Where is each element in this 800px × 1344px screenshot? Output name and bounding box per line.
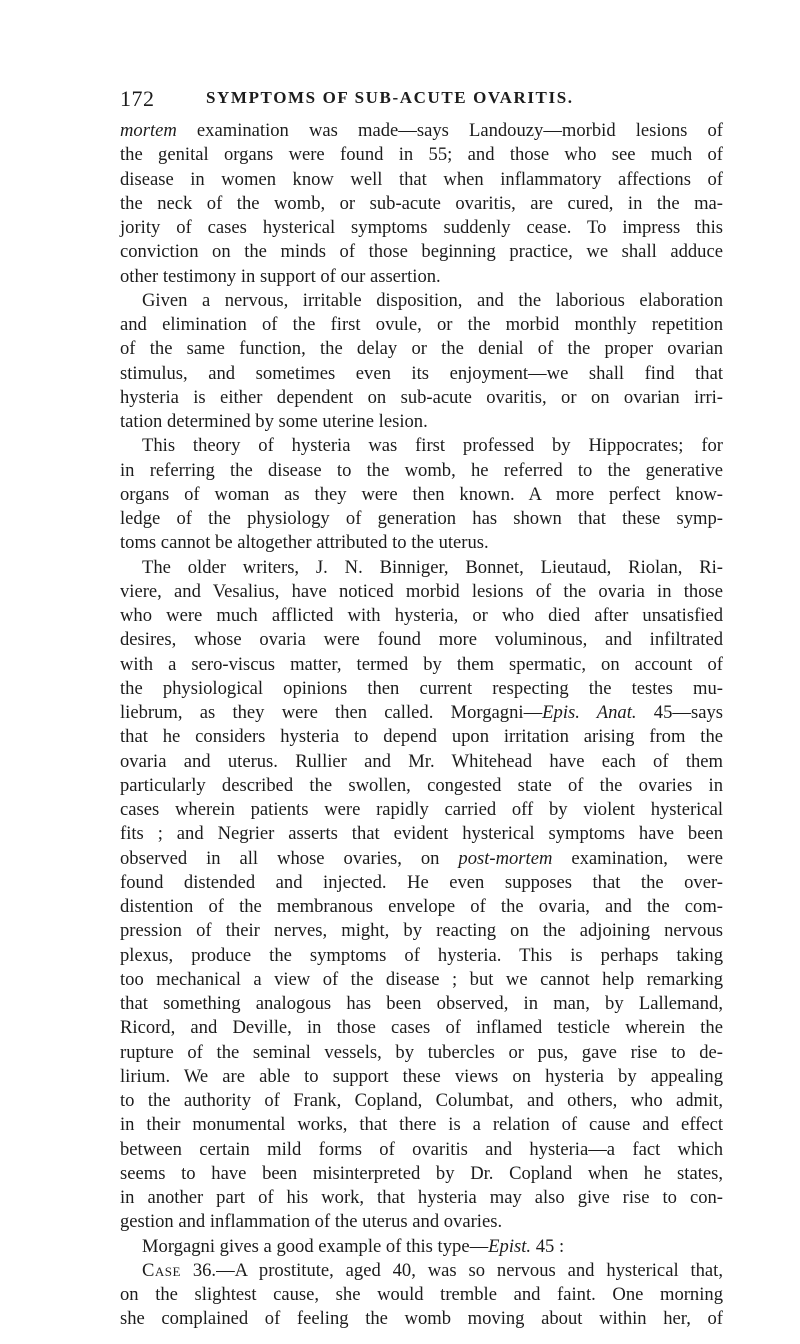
text-line: that he considers hysteria to depend upon irritation arising from the	[120, 726, 723, 748]
text-line: other testimony in support of our assertion.	[120, 265, 441, 287]
text-line: the genital organs were found in 55; and those who see much of	[120, 144, 723, 166]
text-line: desires, whose ovaria were found more voluminous, and infiltrated	[120, 629, 723, 651]
text-line: seems to have been misinterpreted by Dr. Copland when he states,	[120, 1162, 723, 1184]
text-line: mortem examination was made—says Landouzy—morbid lesions of	[120, 120, 723, 141]
text-line: disease in women know well that when inflammatory affections of	[120, 168, 723, 190]
body-text	[120, 119, 723, 1332]
text-line: Morgagni gives a good example of this type—Epist. 45 :	[142, 1235, 565, 1257]
text-line: fits ; and Negrier asserts that evident hysterical symptoms have been	[120, 823, 723, 845]
text-line: conviction on the minds of those beginning practice, we shall adduce	[120, 241, 723, 263]
text-line: rupture of the seminal vessels, by tubercles or pus, gave rise to de-	[120, 1041, 723, 1063]
text-line: and elimination of the first ovule, or the morbid monthly repetition	[120, 314, 723, 335]
text-line: in their monumental works, that there is a relation of cause and effect	[120, 1114, 723, 1136]
text-line: hysteria is either dependent on sub-acute ovaritis, or on ovarian irri-	[120, 386, 723, 408]
text-line: ledge of the physiology of generation has shown that these symp-	[120, 508, 723, 529]
text-line: Ricord, and Deville, in those cases of inflamed testicle wherein the	[120, 1017, 723, 1039]
text-line: plexus, produce the symptoms of hysteria. This is perhaps taking	[120, 944, 723, 966]
text-line: in another part of his work, that hysteria may also give rise to con-	[120, 1187, 723, 1208]
text-line: who were much afflicted with hysteria, or who died after unsatisfied	[120, 605, 723, 626]
text-line: jority of cases hysterical symptoms suddenly cease. To impress this	[120, 217, 723, 238]
text-line: liebrum, as they were then called. Morgagni—Epis. Anat. 45—says	[120, 702, 723, 723]
text-line: the neck of the womb, or sub-acute ovaritis, are cured, in the ma-	[120, 192, 723, 214]
text-line: found distended and injected. He even supposes that the over-	[120, 871, 723, 893]
text-line: viere, and Vesalius, have noticed morbid lesions of the ovaria in those	[120, 580, 723, 602]
text-line: The older writers, J. N. Binniger, Bonnet, Lieutaud, Riolan, Ri-	[142, 556, 723, 578]
text-line: Given a nervous, irritable disposition, and the laborious elaboration	[142, 289, 723, 311]
text-line: to the authority of Frank, Copland, Columbat, and others, who admit,	[120, 1090, 723, 1111]
text-line: ovaria and uterus. Rullier and Mr. Whitehead have each of them	[120, 750, 723, 772]
text-line: that something analogous has been observed, in man, by Lallemand,	[120, 993, 723, 1014]
text-line: gestion and inflammation of the uterus and ovaries.	[120, 1211, 503, 1233]
page-number: 172	[120, 86, 155, 111]
text-line: This theory of hysteria was first professed by Hippocrates; for	[142, 435, 723, 457]
text-line: on the slightest cause, she would tremble and faint. One morning	[120, 1284, 723, 1305]
text-line: Case 36.—A prostitute, aged 40, was so nervous and hysterical that,	[142, 1259, 723, 1281]
text-line: toms cannot be altogether attributed to the uterus.	[120, 532, 489, 554]
text-line: distention of the membranous envelope of the ovaria, and the com-	[120, 896, 723, 917]
text-line: stimulus, and sometimes even its enjoyment—we shall find that	[120, 362, 723, 384]
text-line: organs of woman as they were then known. A more perfect know-	[120, 483, 723, 505]
text-line: pression of their nerves, might, by reacting on the adjoining nervous	[120, 920, 723, 942]
text-line: she complained of feeling the womb moving about within her, of	[120, 1308, 723, 1330]
text-line: particularly described the swollen, congested state of the ovaries in	[120, 774, 723, 796]
text-line: in referring the disease to the womb, he referred to the generative	[120, 459, 723, 481]
running-head: SYMPTOMS OF SUB-ACUTE OVARITIS.	[206, 88, 574, 107]
text-line: tation determined by some uterine lesion.	[120, 411, 428, 432]
text-line: between certain mild forms of ovaritis and hysteria—a fact which	[120, 1138, 723, 1160]
text-line: lirium. We are able to support these views on hysteria by appealing	[120, 1065, 723, 1087]
text-line: of the same function, the delay or the denial of the proper ovarian	[120, 338, 723, 360]
text-line: observed in all whose ovaries, on post-mortem examination, were	[120, 847, 723, 869]
text-line: cases wherein patients were rapidly carried off by violent hysterical	[120, 799, 723, 820]
text-line: the physiological opinions then current respecting the testes mu-	[120, 677, 723, 699]
page-header	[120, 86, 720, 114]
text-line: with a sero-viscus matter, termed by them spermatic, on account of	[120, 653, 723, 675]
text-line: too mechanical a view of the disease ; but we cannot help remarking	[120, 968, 723, 990]
